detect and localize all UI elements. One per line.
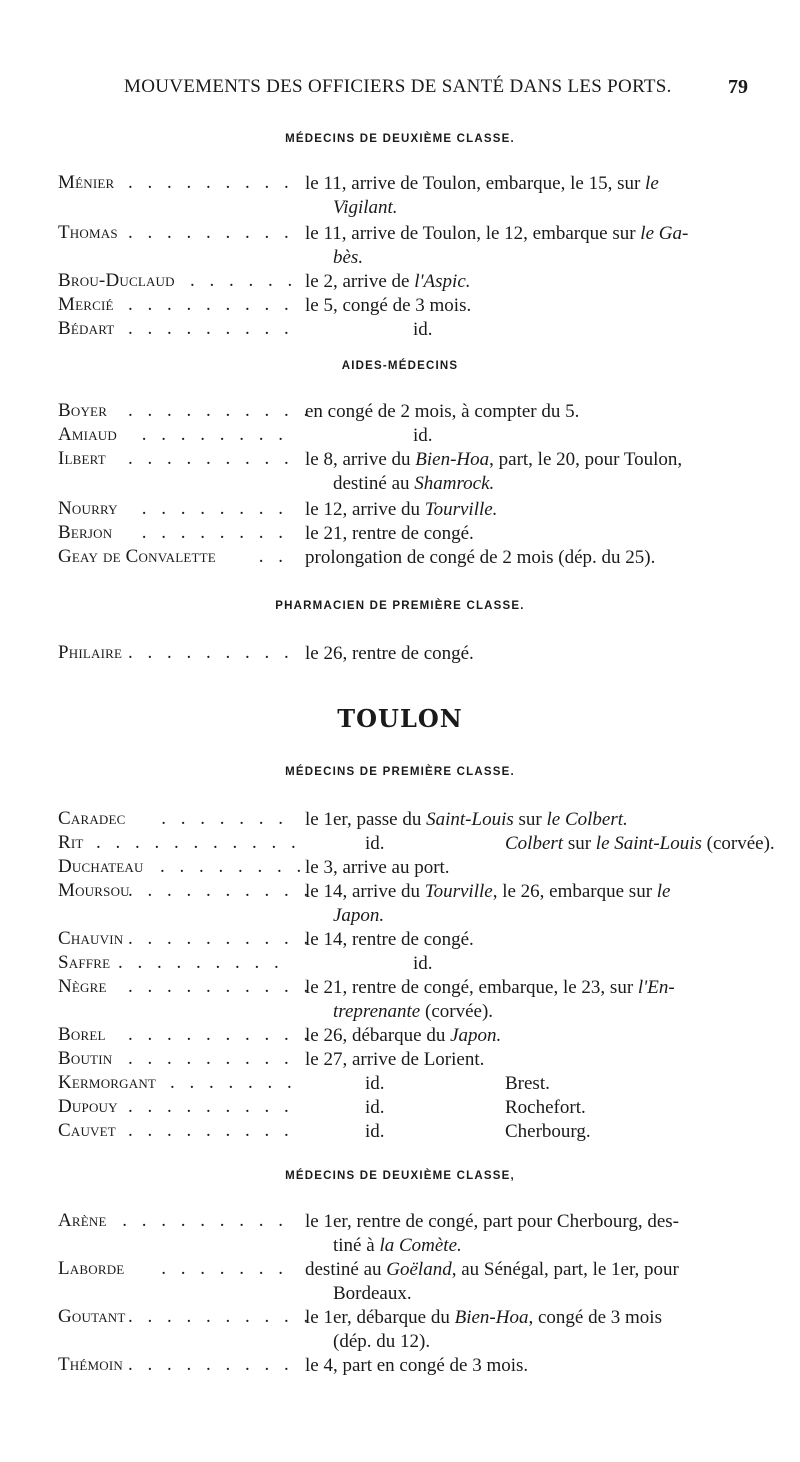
entry-description: le 27, arrive de Lorient. xyxy=(305,1049,485,1070)
leader-dots: . . . . . . . . . xyxy=(128,1354,294,1375)
leader-dots: . . . . . . . . . xyxy=(128,1120,294,1141)
entry-name: Saffre xyxy=(58,952,111,973)
entry-description: le 14, arrive du Tourville, le 26, embarque sur le Japon. xyxy=(305,881,671,926)
entry-description: id. Brest. xyxy=(365,1073,550,1094)
leader-dots: . . . . . . . . . xyxy=(128,318,294,339)
section-heading-medecins-deuxieme-classe-toulon: MÉDECINS DE DEUXIÈME CLASSE, xyxy=(285,1170,515,1182)
entry-description: le 26, débarque du Japon. xyxy=(305,1025,502,1046)
entry-description: le 12, arrive du Tourville. xyxy=(305,499,498,520)
entry-description: id. Rochefort. xyxy=(365,1097,586,1118)
entry-description: le 21, rentre de congé. xyxy=(305,523,474,544)
entry-name: Mercié xyxy=(58,294,114,315)
entry-name: Thémoin xyxy=(58,1354,123,1375)
entry-name: Boyer xyxy=(58,400,108,421)
leader-dots: . . . . . . . . . xyxy=(128,642,294,663)
section-heading-medecins-premiere-classe: MÉDECINS DE PREMIÈRE CLASSE. xyxy=(285,766,515,778)
entry-name: Brou-Duclaud xyxy=(58,270,175,291)
entry-description: le 4, part en congé de 3 mois. xyxy=(305,1355,529,1376)
entry-name: Chauvin xyxy=(58,928,124,949)
entry-description: le 26, rentre de congé. xyxy=(305,643,474,664)
entry-description: destiné au Goëland, au Sénégal, part, le 1er, pour Bordeaux. xyxy=(305,1259,679,1304)
entry-name: Goutant xyxy=(58,1306,126,1327)
leader-dots: . . . . . . . xyxy=(161,808,288,829)
leader-dots: . . . . . . . . . xyxy=(128,448,294,469)
entry-description: le 11, arrive de Toulon, le 12, embarque sur le Ga- bès. xyxy=(305,223,689,268)
leader-dots: . . . . . . . . . xyxy=(118,952,284,973)
leader-dots: . . . . . . . . xyxy=(141,424,288,445)
entry-description: le 3, arrive au port. xyxy=(305,857,450,878)
leader-dots: . . . . . . . . . . xyxy=(128,928,314,949)
entry-description: le 14, rentre de congé. xyxy=(305,929,474,950)
entry-description: le 5, congé de 3 mois. xyxy=(305,295,472,316)
leader-dots: . . . . . . . . . xyxy=(128,1048,294,1069)
entry-name: Arène xyxy=(58,1210,107,1231)
entry-name: Berjon xyxy=(58,522,113,543)
entry-description: en congé de 2 mois, à compter du 5. xyxy=(305,401,580,422)
entry-name: Cauvet xyxy=(58,1120,116,1141)
leader-dots: . . . . . . . . . . xyxy=(128,880,314,901)
page-number: 79 xyxy=(728,76,748,98)
leader-dots: . . xyxy=(258,546,288,567)
entry-name: Thomas xyxy=(58,222,118,243)
leader-dots: . . . . . . . . . xyxy=(128,1096,294,1117)
entry-name: Amiaud xyxy=(58,424,117,445)
entry-description: id. Colbert sur le Saint-Louis (corvée). xyxy=(365,833,775,854)
entry-description: le 8, arrive du Bien-Hoa, part, le 20, pour Toulon, destiné au Shamrock. xyxy=(305,449,683,494)
entry-name: Laborde xyxy=(58,1258,125,1279)
leader-dots: . . . . . . . . . . xyxy=(128,976,314,997)
running-header: MOUVEMENTS DES OFFICIERS DE SANTÉ DANS LES PORTS. xyxy=(124,76,672,97)
entry-name: Moursou xyxy=(58,880,130,901)
leader-dots: . . . . . . . . xyxy=(160,856,307,877)
entry-description: le 2, arrive de l'Aspic. xyxy=(305,271,471,292)
entry-name: Philaire xyxy=(58,642,123,663)
leader-dots: . . . . . . . xyxy=(161,1258,288,1279)
section-heading-pharmacien-premiere-classe: PHARMACIEN DE PREMIÈRE CLASSE. xyxy=(275,600,525,612)
leader-dots: . . . . . . . . . xyxy=(128,294,294,315)
entry-name: Nègre xyxy=(58,976,107,997)
section-heading-aides-medecins: AIDES-MÉDECINS xyxy=(341,360,459,372)
entry-description: id. xyxy=(413,425,433,446)
entry-name: Boutin xyxy=(58,1048,113,1069)
entry-description: le 1er, rentre de congé, part pour Cherbourg, des- tiné à la Comète. xyxy=(305,1211,679,1256)
entry-description: id. Cherbourg. xyxy=(365,1121,591,1142)
entry-description: id. xyxy=(413,319,433,340)
entry-name: Borel xyxy=(58,1024,106,1045)
entry-name: Ménier xyxy=(58,172,115,193)
leader-dots: . . . . . . . . . xyxy=(128,172,294,193)
leader-dots: . . . . . . . . xyxy=(141,498,288,519)
entry-name: Dupouy xyxy=(58,1096,118,1117)
leader-dots: . . . . . . . . . . . xyxy=(96,832,301,853)
entry-description: le 11, arrive de Toulon, embarque, le 15, sur le Vigilant. xyxy=(305,173,659,218)
entry-name: Nourry xyxy=(58,498,118,519)
leader-dots: . . . . . . xyxy=(190,270,298,291)
entry-description: le 1er, passe du Saint-Louis sur le Colbert. xyxy=(305,809,628,830)
entry-name: Duchateau xyxy=(58,856,144,877)
entry-description: id. xyxy=(413,953,433,974)
city-heading-toulon: TOULON xyxy=(337,704,463,733)
leader-dots: . . . . . . . . . xyxy=(128,222,294,243)
entry-name: Bédart xyxy=(58,318,115,339)
entry-name: Ilbert xyxy=(58,448,106,469)
leader-dots: . . . . . . . . . xyxy=(122,1210,288,1231)
entry-description: le 1er, débarque du Bien-Hoa, congé de 3 mois (dép. du 12). xyxy=(305,1307,662,1352)
entry-description: le 21, rentre de congé, embarque, le 23, sur l'En- treprenante (corvée). xyxy=(305,977,675,1022)
leader-dots: . . . . . . . . . . xyxy=(128,400,314,421)
entry-name: Rit xyxy=(58,832,84,853)
section-heading-medecins-deuxieme-classe: MÉDECINS DE DEUXIÈME CLASSE. xyxy=(285,133,515,145)
entry-description: prolongation de congé de 2 mois (dép. du 25). xyxy=(305,547,656,568)
entry-name: Geay de Convalette xyxy=(58,546,216,567)
entry-name: Caradec xyxy=(58,808,126,829)
leader-dots: . . . . . . . . . . xyxy=(128,1024,314,1045)
leader-dots: . . . . . . . . . . xyxy=(128,1306,314,1327)
leader-dots: . . . . . . . xyxy=(170,1072,297,1093)
leader-dots: . . . . . . . . xyxy=(141,522,288,543)
entry-name: Kermorgant xyxy=(58,1072,157,1093)
